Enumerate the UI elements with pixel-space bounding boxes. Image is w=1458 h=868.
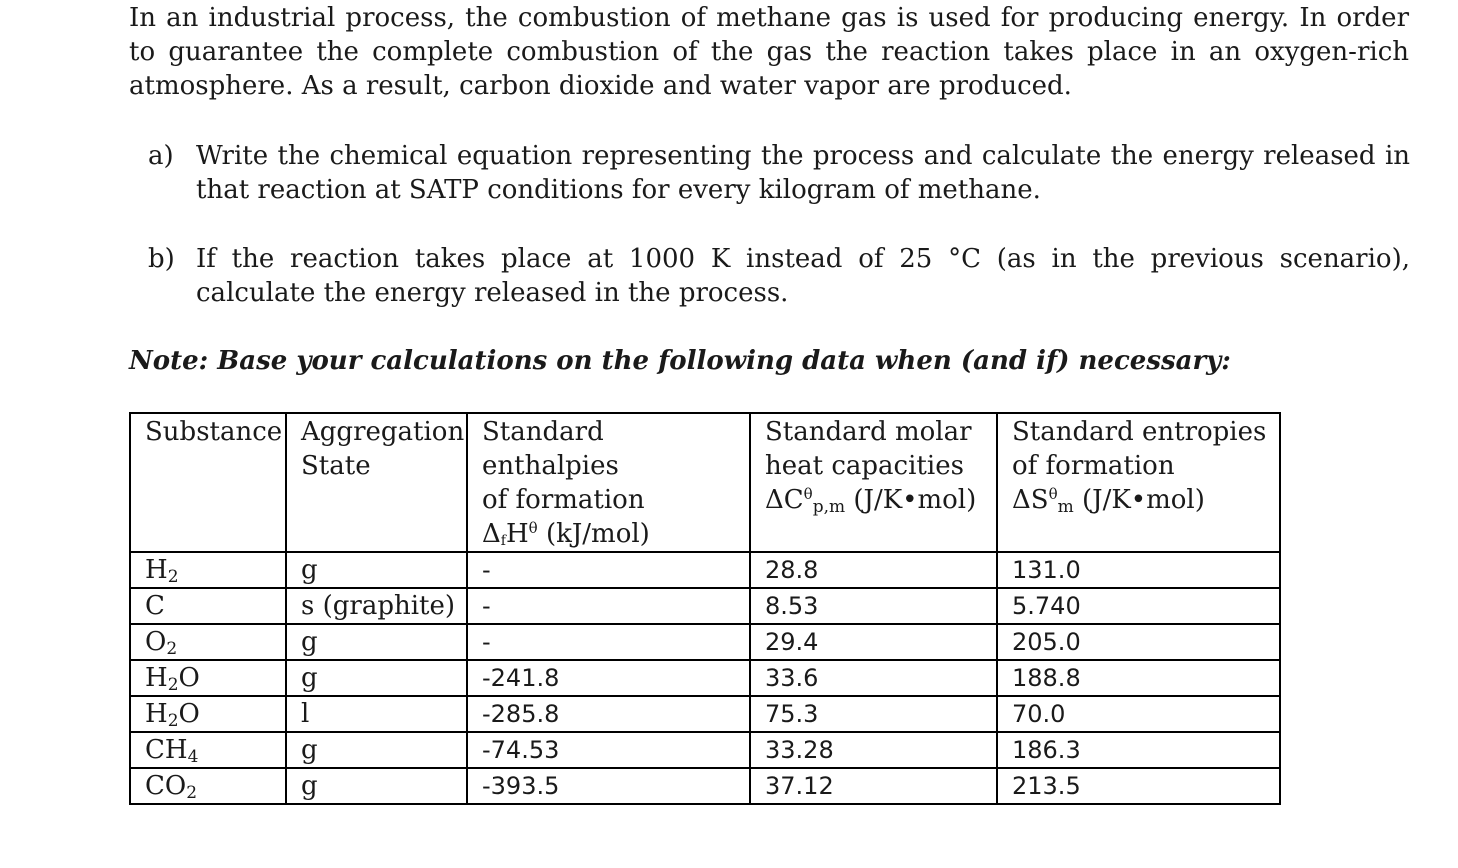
enthalpy-cell: -393.5	[467, 768, 750, 804]
table-row	[130, 768, 1280, 804]
header-state-line1: Aggregation	[301, 417, 465, 447]
heat-capacity-cell: 75.3	[750, 696, 997, 732]
formula-subscript: 2	[186, 783, 198, 803]
substance-cell	[130, 696, 286, 732]
table-row	[130, 660, 1280, 696]
table-row	[130, 696, 1280, 732]
entropy-symbol-subscript: m	[1057, 497, 1074, 517]
heat-capacity-cell: 33.28	[750, 732, 997, 768]
entropy-symbol-base: ΔS	[1012, 485, 1049, 515]
question-a	[148, 139, 1410, 207]
header-cp-line2: heat capacities	[765, 451, 964, 481]
header-enthalpy-line1: Standard enthalpies	[482, 417, 619, 481]
header-heat-capacity	[750, 413, 997, 552]
table-row	[130, 732, 1280, 768]
header-substance-label: Substance	[145, 417, 283, 447]
entropy-cell: 213.5	[997, 768, 1280, 804]
header-entropy	[997, 413, 1280, 552]
cp-unit: (J/K•mol)	[845, 485, 977, 515]
heat-capacity-cell: 8.53	[750, 588, 997, 624]
thermodynamic-data-table	[129, 412, 1281, 805]
entropy-symbol	[1012, 485, 1205, 515]
formula-main: H	[145, 555, 168, 585]
header-cp-line1: Standard molar	[765, 417, 972, 447]
enthalpy-symbol-delta: Δ	[482, 519, 501, 549]
enthalpy-symbol-superscript: θ	[528, 519, 538, 537]
formula-subscript: 2	[166, 639, 178, 659]
formula-main: H	[145, 699, 168, 729]
header-substance	[130, 413, 286, 552]
enthalpy-cell: -241.8	[467, 660, 750, 696]
formula-main: CO	[145, 771, 187, 801]
state-cell: g	[286, 768, 467, 804]
entropy-cell: 5.740	[997, 588, 1280, 624]
heat-capacity-cell: 29.4	[750, 624, 997, 660]
formula-main: O	[145, 627, 167, 657]
heat-capacity-cell: 28.8	[750, 552, 997, 588]
enthalpy-symbol-subscript: f	[500, 533, 506, 549]
state-cell: g	[286, 732, 467, 768]
substance-cell	[130, 588, 286, 624]
header-entropy-line2: of formation	[1012, 451, 1175, 481]
enthalpy-symbol-h: H	[505, 519, 529, 549]
enthalpy-cell: -	[467, 588, 750, 624]
substance-cell	[130, 768, 286, 804]
table-row	[130, 588, 1280, 624]
formula-tail: O	[178, 699, 200, 729]
enthalpy-symbol	[482, 519, 650, 549]
enthalpy-cell: -285.8	[467, 696, 750, 732]
heat-capacity-cell: 33.6	[750, 660, 997, 696]
formula-subscript: 2	[167, 711, 179, 731]
formula-main: CH	[145, 735, 188, 765]
entropy-cell: 70.0	[997, 696, 1280, 732]
cp-symbol-subscript: p,m	[812, 497, 846, 517]
heat-capacity-cell: 37.12	[750, 768, 997, 804]
intro-paragraph: In an industrial process, the combustion of methane gas is used for producing energy. In order to guarantee the complete combustion of the gas the reaction takes place in an oxygen-rich atmosphere. As a result, carbon dioxide and water vapor are produced.	[129, 3, 1409, 101]
formula-subscript: 2	[167, 675, 179, 695]
state-cell: g	[286, 660, 467, 696]
header-entropy-line1: Standard entropies	[1012, 417, 1267, 447]
entropy-cell: 188.8	[997, 660, 1280, 696]
question-letter: a)	[148, 141, 174, 171]
enthalpy-cell: -74.53	[467, 732, 750, 768]
substance-cell	[130, 624, 286, 660]
cp-symbol-superscript: θ	[803, 485, 813, 503]
cp-symbol	[765, 485, 976, 515]
table-row	[130, 624, 1280, 660]
entropy-cell: 186.3	[997, 732, 1280, 768]
header-aggregation-state	[286, 413, 467, 552]
formula-subscript: 4	[187, 747, 199, 767]
note-heading: Note: Base your calculations on the following data when (and if) necessary:	[129, 346, 1231, 376]
formula-main: C	[145, 591, 165, 621]
entropy-symbol-superscript: θ	[1048, 485, 1058, 503]
question-b	[148, 242, 1410, 310]
substance-cell	[130, 552, 286, 588]
header-state-line2: State	[301, 451, 371, 481]
entropy-cell: 131.0	[997, 552, 1280, 588]
entropy-unit: (J/K•mol)	[1073, 485, 1205, 515]
table-header-row	[130, 413, 1280, 552]
question-text: Write the chemical equation representing the process and calculate the energy released in that reaction at SATP conditions for every kilogram of methane.	[196, 141, 1410, 205]
state-cell: s (graphite)	[286, 588, 467, 624]
enthalpy-cell: -	[467, 552, 750, 588]
formula-tail: O	[178, 663, 200, 693]
enthalpy-cell: -	[467, 624, 750, 660]
question-text: If the reaction takes place at 1000 K instead of 25 °C (as in the previous scenario), calculate the energy released in the process.	[196, 244, 1410, 308]
cp-symbol-base: ΔC	[765, 485, 804, 515]
entropy-cell: 205.0	[997, 624, 1280, 660]
enthalpy-unit: (kJ/mol)	[537, 519, 650, 549]
substance-cell	[130, 732, 286, 768]
header-enthalpy	[467, 413, 750, 552]
formula-subscript: 2	[167, 567, 179, 587]
state-cell: l	[286, 696, 467, 732]
state-cell: g	[286, 624, 467, 660]
question-letter: b)	[148, 244, 175, 274]
table-row	[130, 552, 1280, 588]
state-cell: g	[286, 552, 467, 588]
formula-main: H	[145, 663, 168, 693]
substance-cell	[130, 660, 286, 696]
header-enthalpy-line2: of formation	[482, 485, 645, 515]
